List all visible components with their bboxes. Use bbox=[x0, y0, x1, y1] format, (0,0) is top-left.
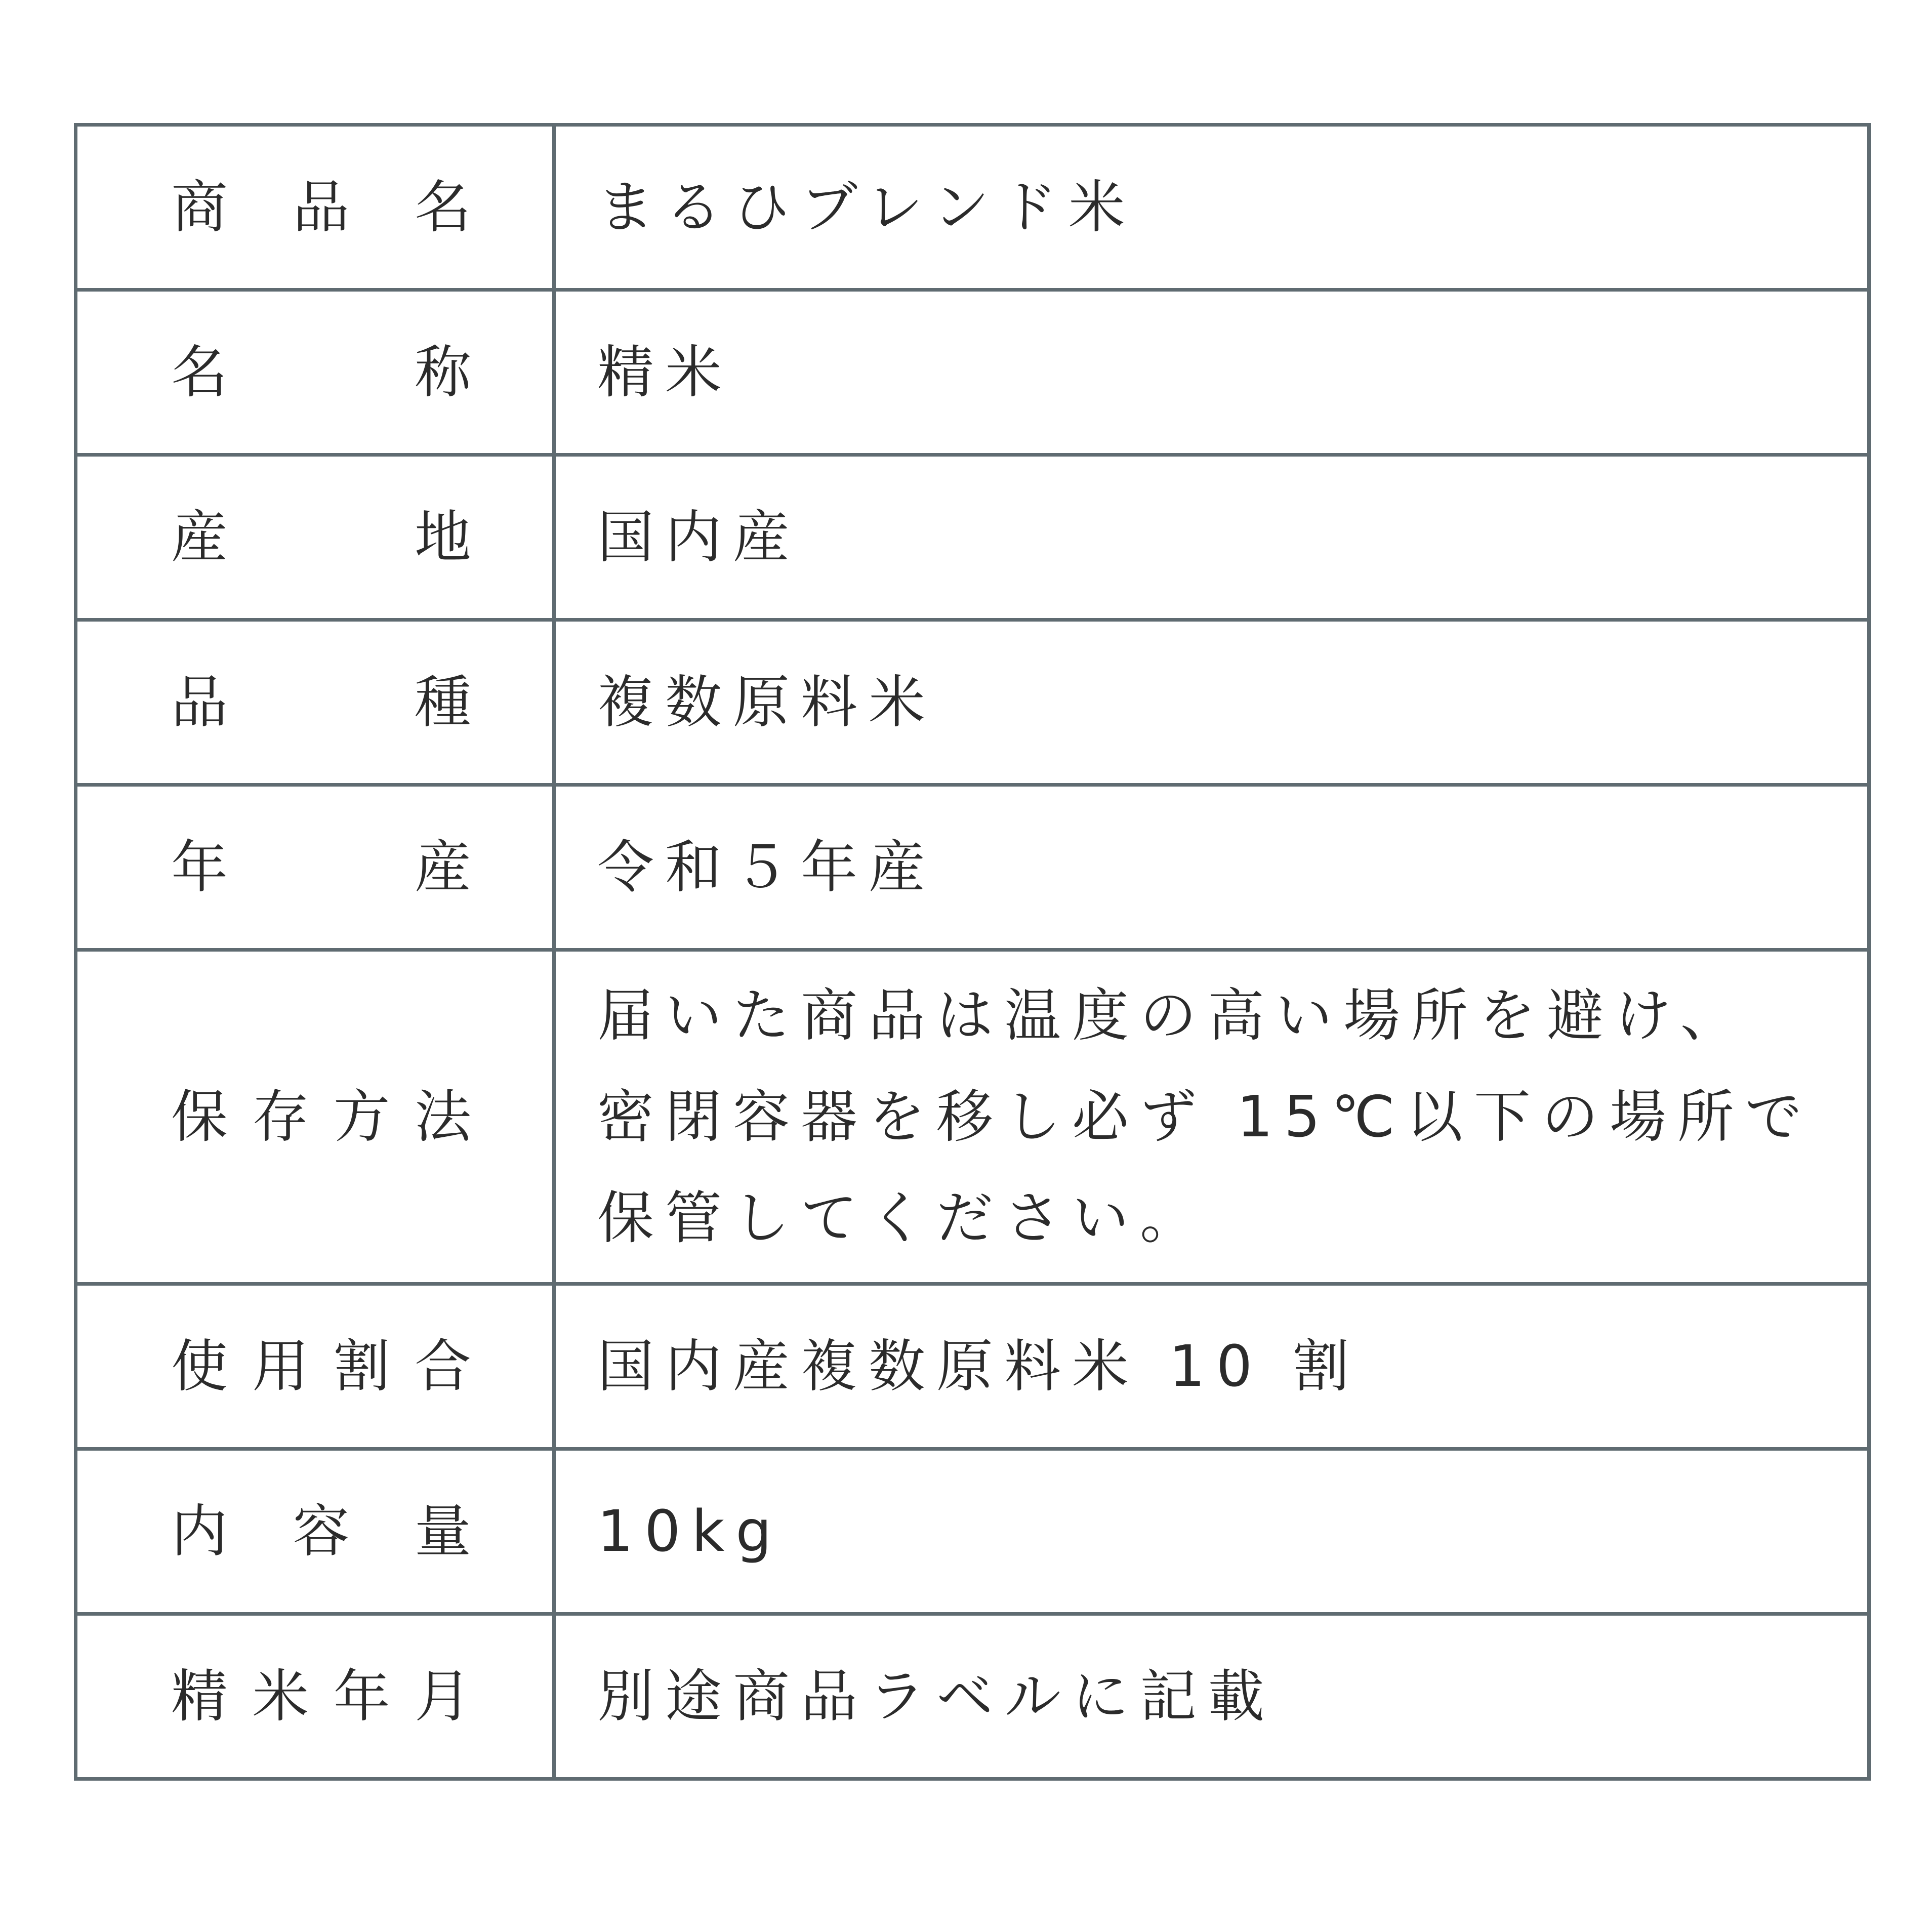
row-value-usage-ratio: 国内産複数原料米 10 割 bbox=[554, 1284, 1869, 1449]
label-text: 精 米 年 月 bbox=[171, 1663, 471, 1730]
table-row bbox=[76, 950, 1869, 1284]
table-row bbox=[76, 1449, 1869, 1614]
row-value-origin: 国内産 bbox=[554, 455, 1869, 620]
row-value-net-weight: 10kg bbox=[554, 1449, 1869, 1614]
row-label-harvest-year bbox=[76, 785, 554, 950]
storage-line: 届いた商品は温度の高い場所を避け、 bbox=[597, 982, 1748, 1049]
row-label-variety bbox=[76, 620, 554, 785]
row-label-milling-date bbox=[76, 1614, 554, 1779]
row-value-milling-date: 別途商品ラベルに記載 bbox=[554, 1614, 1869, 1779]
label-text: 内 容 量 bbox=[171, 1498, 471, 1565]
table-row bbox=[76, 1614, 1869, 1779]
label-text: 年 産 bbox=[171, 834, 471, 900]
table-row bbox=[76, 455, 1869, 620]
row-label-origin bbox=[76, 455, 554, 620]
table-row bbox=[76, 125, 1869, 290]
row-label-net-weight bbox=[76, 1449, 554, 1614]
label-text: 産 地 bbox=[171, 504, 471, 570]
table-row bbox=[76, 1284, 1869, 1449]
row-value-product-name: まるひブレンド米 bbox=[554, 125, 1869, 290]
label-text: 使 用 割 合 bbox=[171, 1333, 471, 1400]
label-text: 品 種 bbox=[171, 669, 471, 735]
row-value-harvest-year: 令和５年産 bbox=[554, 785, 1869, 950]
label-text: 商 品 名 bbox=[171, 174, 471, 240]
table-row bbox=[76, 785, 1869, 950]
row-value-storage bbox=[554, 950, 1869, 1284]
storage-line: 密閉容器を移し必ず 15℃以下の場所で bbox=[597, 1084, 1813, 1150]
product-spec-table bbox=[74, 123, 1871, 1781]
storage-line: 保管してください。 bbox=[597, 1185, 1208, 1251]
row-label-usage-ratio bbox=[76, 1284, 554, 1449]
row-value-name: 精米 bbox=[554, 290, 1869, 455]
row-label-name bbox=[76, 290, 554, 455]
row-label-product-name bbox=[76, 125, 554, 290]
table-row bbox=[76, 620, 1869, 785]
label-text: 保 存 方 法 bbox=[171, 1084, 471, 1150]
row-value-variety: 複数原料米 bbox=[554, 620, 1869, 785]
label-text: 名 称 bbox=[171, 339, 471, 405]
table-row bbox=[76, 290, 1869, 455]
row-label-storage bbox=[76, 950, 554, 1284]
